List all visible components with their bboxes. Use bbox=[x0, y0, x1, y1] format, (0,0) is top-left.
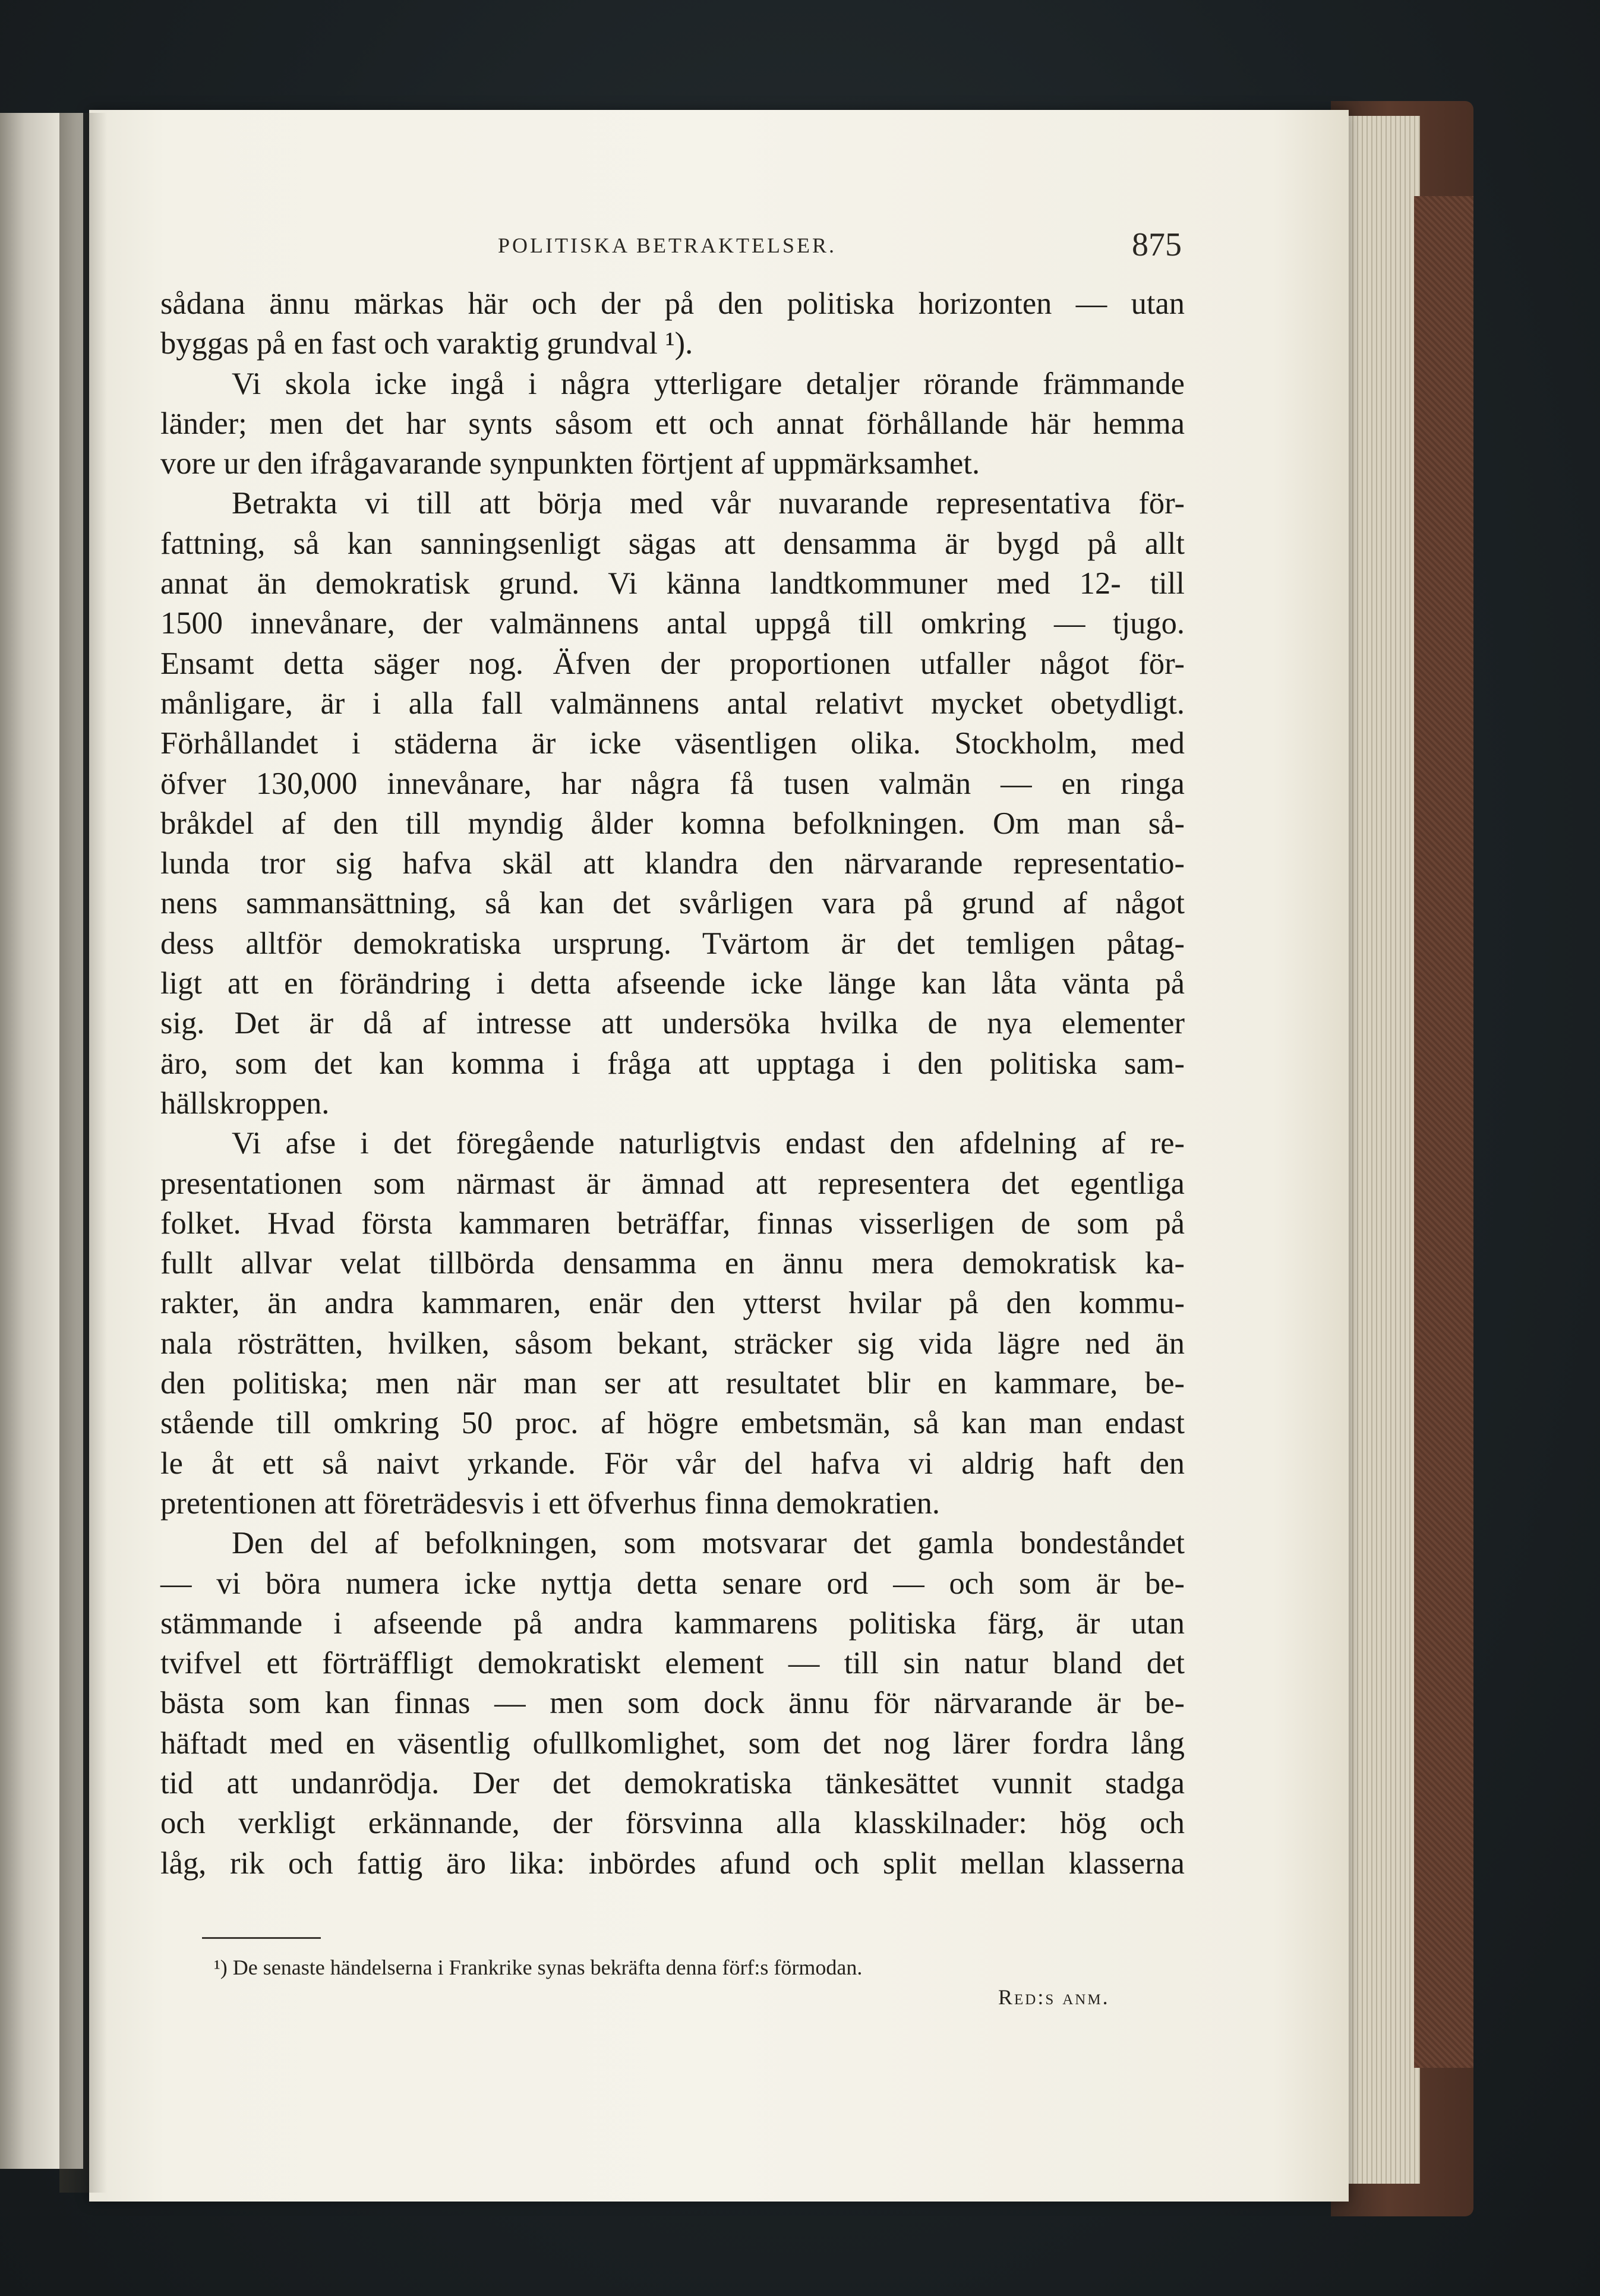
text-line: lunda tror sig hafva skäl att klandra den närvarande representatio- bbox=[160, 846, 1185, 881]
text-line: äro, som det kan komma i fråga att upptaga i den politiska sam- bbox=[160, 1046, 1185, 1081]
text-line: Ensamt detta säger nog. Äfven der proportionen utfaller något för- bbox=[160, 646, 1185, 681]
text-line: pretentionen att företrädesvis i ett öfverhus finna demokratien. bbox=[160, 1486, 941, 1521]
text-line: — vi böra numera icke nyttja detta senare ord — och som är be- bbox=[160, 1566, 1185, 1601]
text-line: Den del af befolkningen, som motsvarar det gamla bondeståndet bbox=[232, 1526, 1185, 1561]
cover-cloth-texture bbox=[1414, 196, 1473, 2068]
text-line: rakter, än andra kammaren, enär den ytterst hvilar på den kommu- bbox=[160, 1286, 1185, 1321]
footnote-rule bbox=[202, 1937, 321, 1939]
text-line: den politiska; men när man ser att resultatet blir en kammare, be- bbox=[160, 1366, 1185, 1401]
text-line: vore ur den ifrågavarande synpunkten förtjent af uppmärksamhet. bbox=[160, 446, 980, 481]
footnote-signature: Red:s anm. bbox=[998, 1985, 1110, 2009]
running-title: POLITISKA BETRAKTELSER. bbox=[498, 234, 837, 257]
page-number: 875 bbox=[1132, 226, 1182, 263]
text-line: fattning, så kan sanningsenligt sägas att densamma är bygd på allt bbox=[160, 526, 1185, 561]
text-line: nala rösträtten, hvilken, såsom bekant, sträcker sig vida lägre ned än bbox=[160, 1326, 1185, 1361]
text-line: byggas på en fast och varaktig grundval ¹). bbox=[160, 326, 693, 361]
text-line: stämmande i afseende på andra kammarens politiska färg, är utan bbox=[160, 1606, 1185, 1641]
text-line: månligare, är i alla fall valmännens antal relativt mycket obetydligt. bbox=[160, 686, 1185, 721]
text-line: häftadt med en väsentlig ofullkomlighet, som det nog lärer fordra lång bbox=[160, 1726, 1185, 1761]
text-line: 1500 innevånare, der valmännens antal uppgå till omkring — tjugo. bbox=[160, 606, 1185, 641]
text-line: fullt allvar velat tillbörda densamma en ännu mera demokratisk ka- bbox=[160, 1246, 1185, 1281]
text-line: tvifvel ett förträffligt demokratiskt element — till sin natur bland det bbox=[160, 1646, 1185, 1681]
text-line: låg, rik och fattig äro lika: inbördes afund och split mellan klasserna bbox=[160, 1846, 1185, 1881]
text-line: och verkligt erkännande, der försvinna alla klasskilnader: hög och bbox=[160, 1806, 1185, 1841]
text-line: öfver 130,000 innevånare, har några få tusen valmän — en ringa bbox=[160, 766, 1185, 801]
text-line: Vi skola icke ingå i några ytterligare detaljer rörande främmande bbox=[232, 366, 1185, 401]
text-line: annat än demokratisk grund. Vi känna landtkommuner med 12- till bbox=[160, 566, 1185, 601]
footnote-text: ¹) De senaste händelserna i Frankrike synas bekräfta denna förf:s förmodan. bbox=[214, 1956, 863, 1979]
text-line: nens sammansättning, så kan det svårligen vara på grund af något bbox=[160, 886, 1185, 921]
body-text bbox=[160, 284, 1185, 1884]
text-line: länder; men det har synts såsom ett och annat förhållande här hemma bbox=[160, 406, 1185, 441]
text-line: Betrakta vi till att börja med vår nuvarande representativa för- bbox=[232, 486, 1185, 521]
text-line: ligt att en förändring i detta afseende icke länge kan låta vänta på bbox=[160, 966, 1185, 1001]
text-line: Vi afse i det föregående naturligtvis endast den afdelning af re- bbox=[232, 1126, 1185, 1161]
text-line: sådana ännu märkas här och der på den politiska horizonten — utan bbox=[160, 286, 1185, 321]
text-line: dess alltför demokratiska ursprung. Tvärtom är det temligen påtag- bbox=[160, 926, 1185, 961]
text-line: folket. Hvad första kammaren beträffar, finnas visserligen de som på bbox=[160, 1206, 1185, 1241]
text-line: le åt ett så naivt yrkande. För vår del hafva vi aldrig haft den bbox=[160, 1446, 1185, 1481]
text-line: Förhållandet i städerna är icke väsentligen olika. Stockholm, med bbox=[160, 726, 1185, 761]
text-line: stående till omkring 50 proc. af högre embetsmän, så kan man endast bbox=[160, 1406, 1185, 1441]
text-line: bråkdel af den till myndig ålder komna befolkningen. Om man så- bbox=[160, 806, 1185, 841]
text-line: tid att undanrödja. Der det demokratiska tänkesättet vunnit stadga bbox=[160, 1765, 1185, 1800]
text-line: bästa som kan finnas — men som dock ännu för närvarande är be- bbox=[160, 1686, 1185, 1721]
text-line: sig. Det är då af intresse att undersöka hvilka de nya elementer bbox=[160, 1006, 1185, 1041]
gutter-shadow bbox=[59, 113, 107, 2193]
text-line: hällskroppen. bbox=[160, 1086, 330, 1121]
text-line: presentationen som närmast är ämnad att representera det egentliga bbox=[160, 1166, 1185, 1201]
